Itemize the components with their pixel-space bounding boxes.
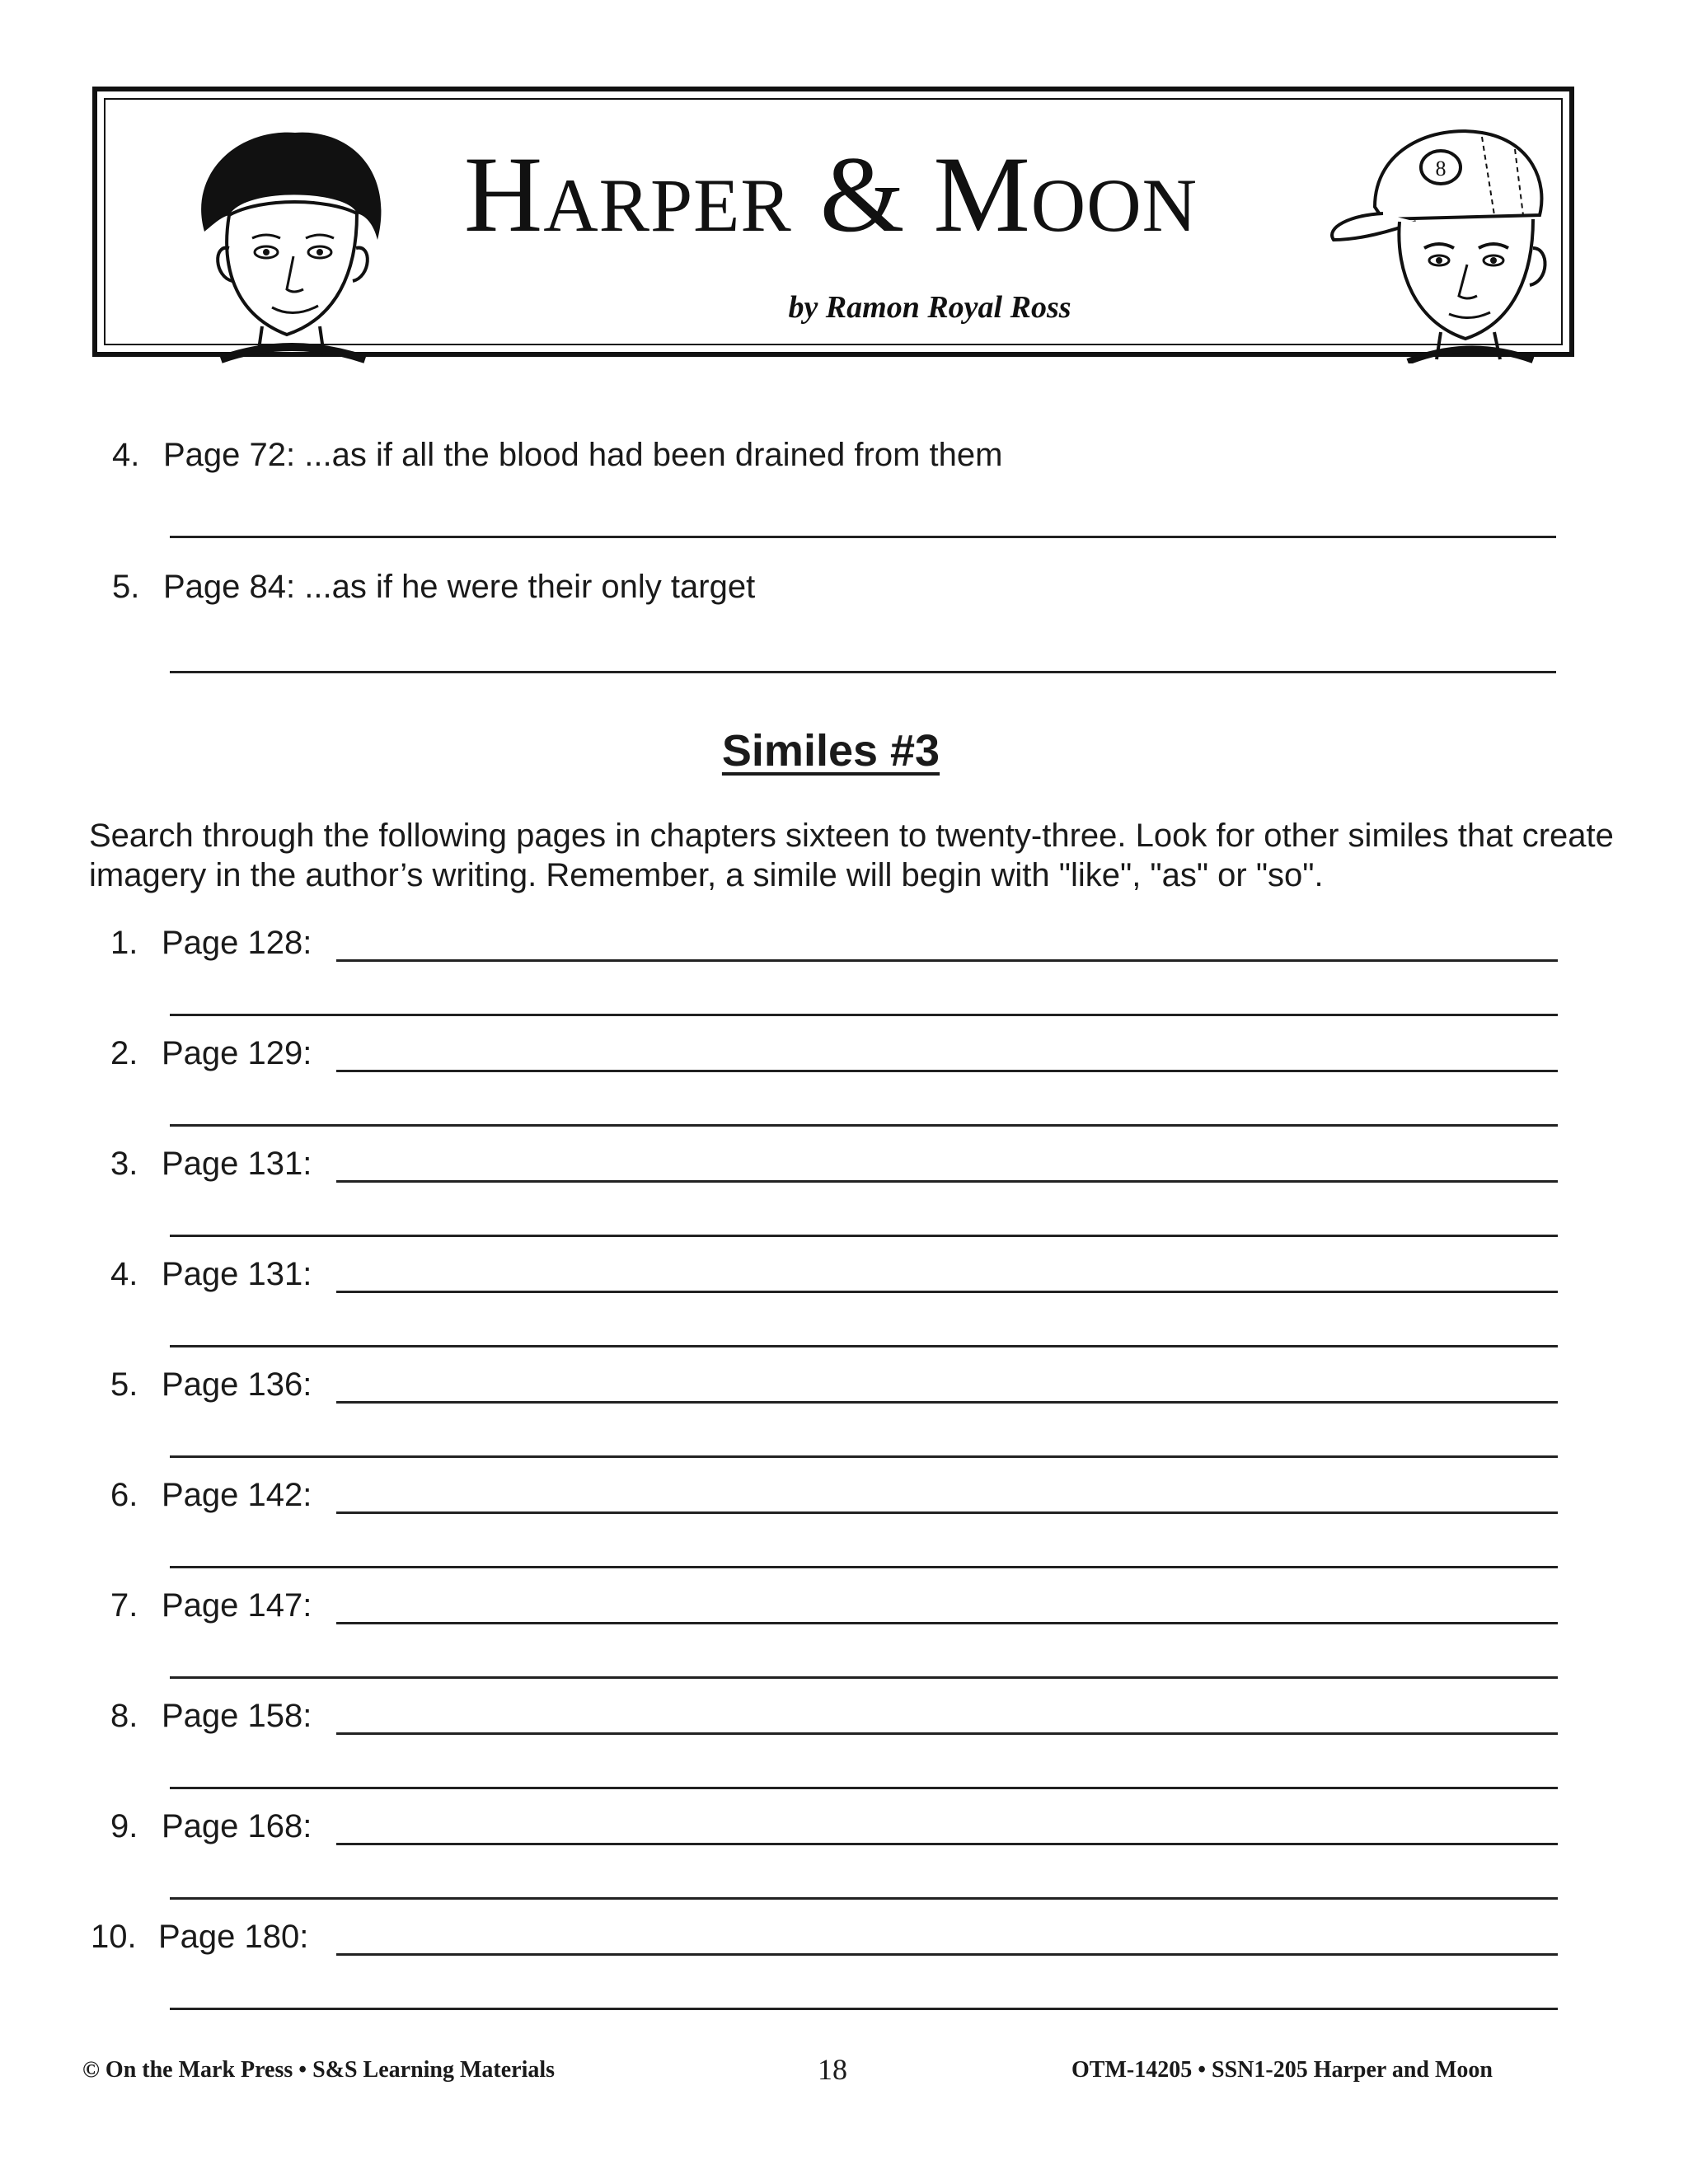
answer-line[interactable] — [170, 1014, 1558, 1016]
item-label: Page 129: — [162, 1035, 312, 1071]
answer-line[interactable] — [336, 1511, 1558, 1514]
item-number: 4. — [110, 1256, 138, 1292]
footer-product-code: OTM-14205 • SSN1-205 Harper and Moon — [1071, 2057, 1493, 2083]
item-label: Page 147: — [162, 1587, 312, 1624]
answer-line[interactable] — [170, 671, 1556, 673]
answer-line[interactable] — [170, 1676, 1558, 1679]
answer-line[interactable] — [336, 1622, 1558, 1624]
item-number: 3. — [110, 1146, 138, 1182]
page-number: 18 — [818, 2053, 847, 2086]
item-number: 9. — [110, 1808, 138, 1844]
item-number: 10. — [91, 1919, 137, 1955]
answer-line[interactable] — [336, 1401, 1558, 1404]
answer-line[interactable] — [336, 959, 1558, 962]
list-item — [110, 1256, 312, 1293]
answer-line[interactable] — [336, 1070, 1558, 1072]
item-label: Page 180: — [158, 1919, 309, 1955]
item-number: 4. — [112, 437, 140, 473]
answer-line[interactable] — [170, 2008, 1558, 2010]
answer-line[interactable] — [170, 536, 1556, 538]
instructions-text: Search through the following pages in chapters sixteen to twenty-three. Look for other similes that create imagery in the author’s writing. Remember, a simile will begin with "like", "as" or "so". — [89, 818, 1614, 893]
list-item — [110, 1808, 312, 1845]
carryover-item-4 — [112, 437, 1002, 474]
list-item — [110, 1477, 312, 1514]
list-item — [91, 1919, 308, 1956]
item-label: Page 128: — [162, 925, 312, 961]
item-number: 1. — [110, 925, 138, 961]
svg-text:8: 8 — [1435, 157, 1447, 180]
footer-copyright: © On the Mark Press • S&S Learning Materials — [82, 2057, 556, 2083]
item-number: 6. — [110, 1477, 138, 1513]
answer-line[interactable] — [170, 1566, 1558, 1568]
item-number: 8. — [110, 1698, 138, 1734]
item-text: Page 72: ...as if all the blood had been drained from them — [163, 437, 1003, 473]
title-banner — [92, 87, 1574, 357]
section-heading: Similes #3 — [721, 726, 940, 776]
item-label: Page 136: — [162, 1366, 312, 1403]
answer-line[interactable] — [170, 1235, 1558, 1237]
answer-line[interactable] — [170, 1345, 1558, 1347]
list-item — [110, 1146, 312, 1183]
item-number: 2. — [110, 1035, 138, 1071]
item-text: Page 84: ...as if he were their only target — [163, 569, 756, 605]
carryover-item-5 — [112, 569, 755, 606]
item-label: Page 131: — [162, 1146, 312, 1182]
answer-line[interactable] — [336, 1732, 1558, 1735]
item-label: Page 131: — [162, 1256, 312, 1292]
answer-line[interactable] — [336, 1953, 1558, 1956]
answer-line[interactable] — [170, 1787, 1558, 1789]
list-item — [110, 1035, 312, 1072]
author-byline: by Ramon Royal Ross — [788, 290, 1071, 325]
banner-inner-border — [104, 98, 1563, 345]
list-item — [110, 1366, 312, 1404]
item-number: 7. — [110, 1587, 138, 1624]
answer-line[interactable] — [170, 1897, 1558, 1900]
answer-line[interactable] — [336, 1843, 1558, 1845]
list-item — [110, 1698, 312, 1735]
item-label: Page 168: — [162, 1808, 312, 1844]
harper-portrait-icon — [171, 124, 402, 363]
item-number: 5. — [110, 1366, 138, 1403]
moon-portrait-icon — [1317, 116, 1573, 363]
page-title: Harper & Moon — [463, 134, 1198, 255]
list-item — [110, 925, 312, 962]
answer-line[interactable] — [170, 1455, 1558, 1458]
item-label: Page 142: — [162, 1477, 312, 1513]
item-label: Page 158: — [162, 1698, 312, 1734]
list-item — [110, 1587, 312, 1624]
item-number: 5. — [112, 569, 140, 605]
answer-line[interactable] — [336, 1180, 1558, 1183]
answer-line[interactable] — [170, 1124, 1558, 1127]
answer-line[interactable] — [336, 1291, 1558, 1293]
